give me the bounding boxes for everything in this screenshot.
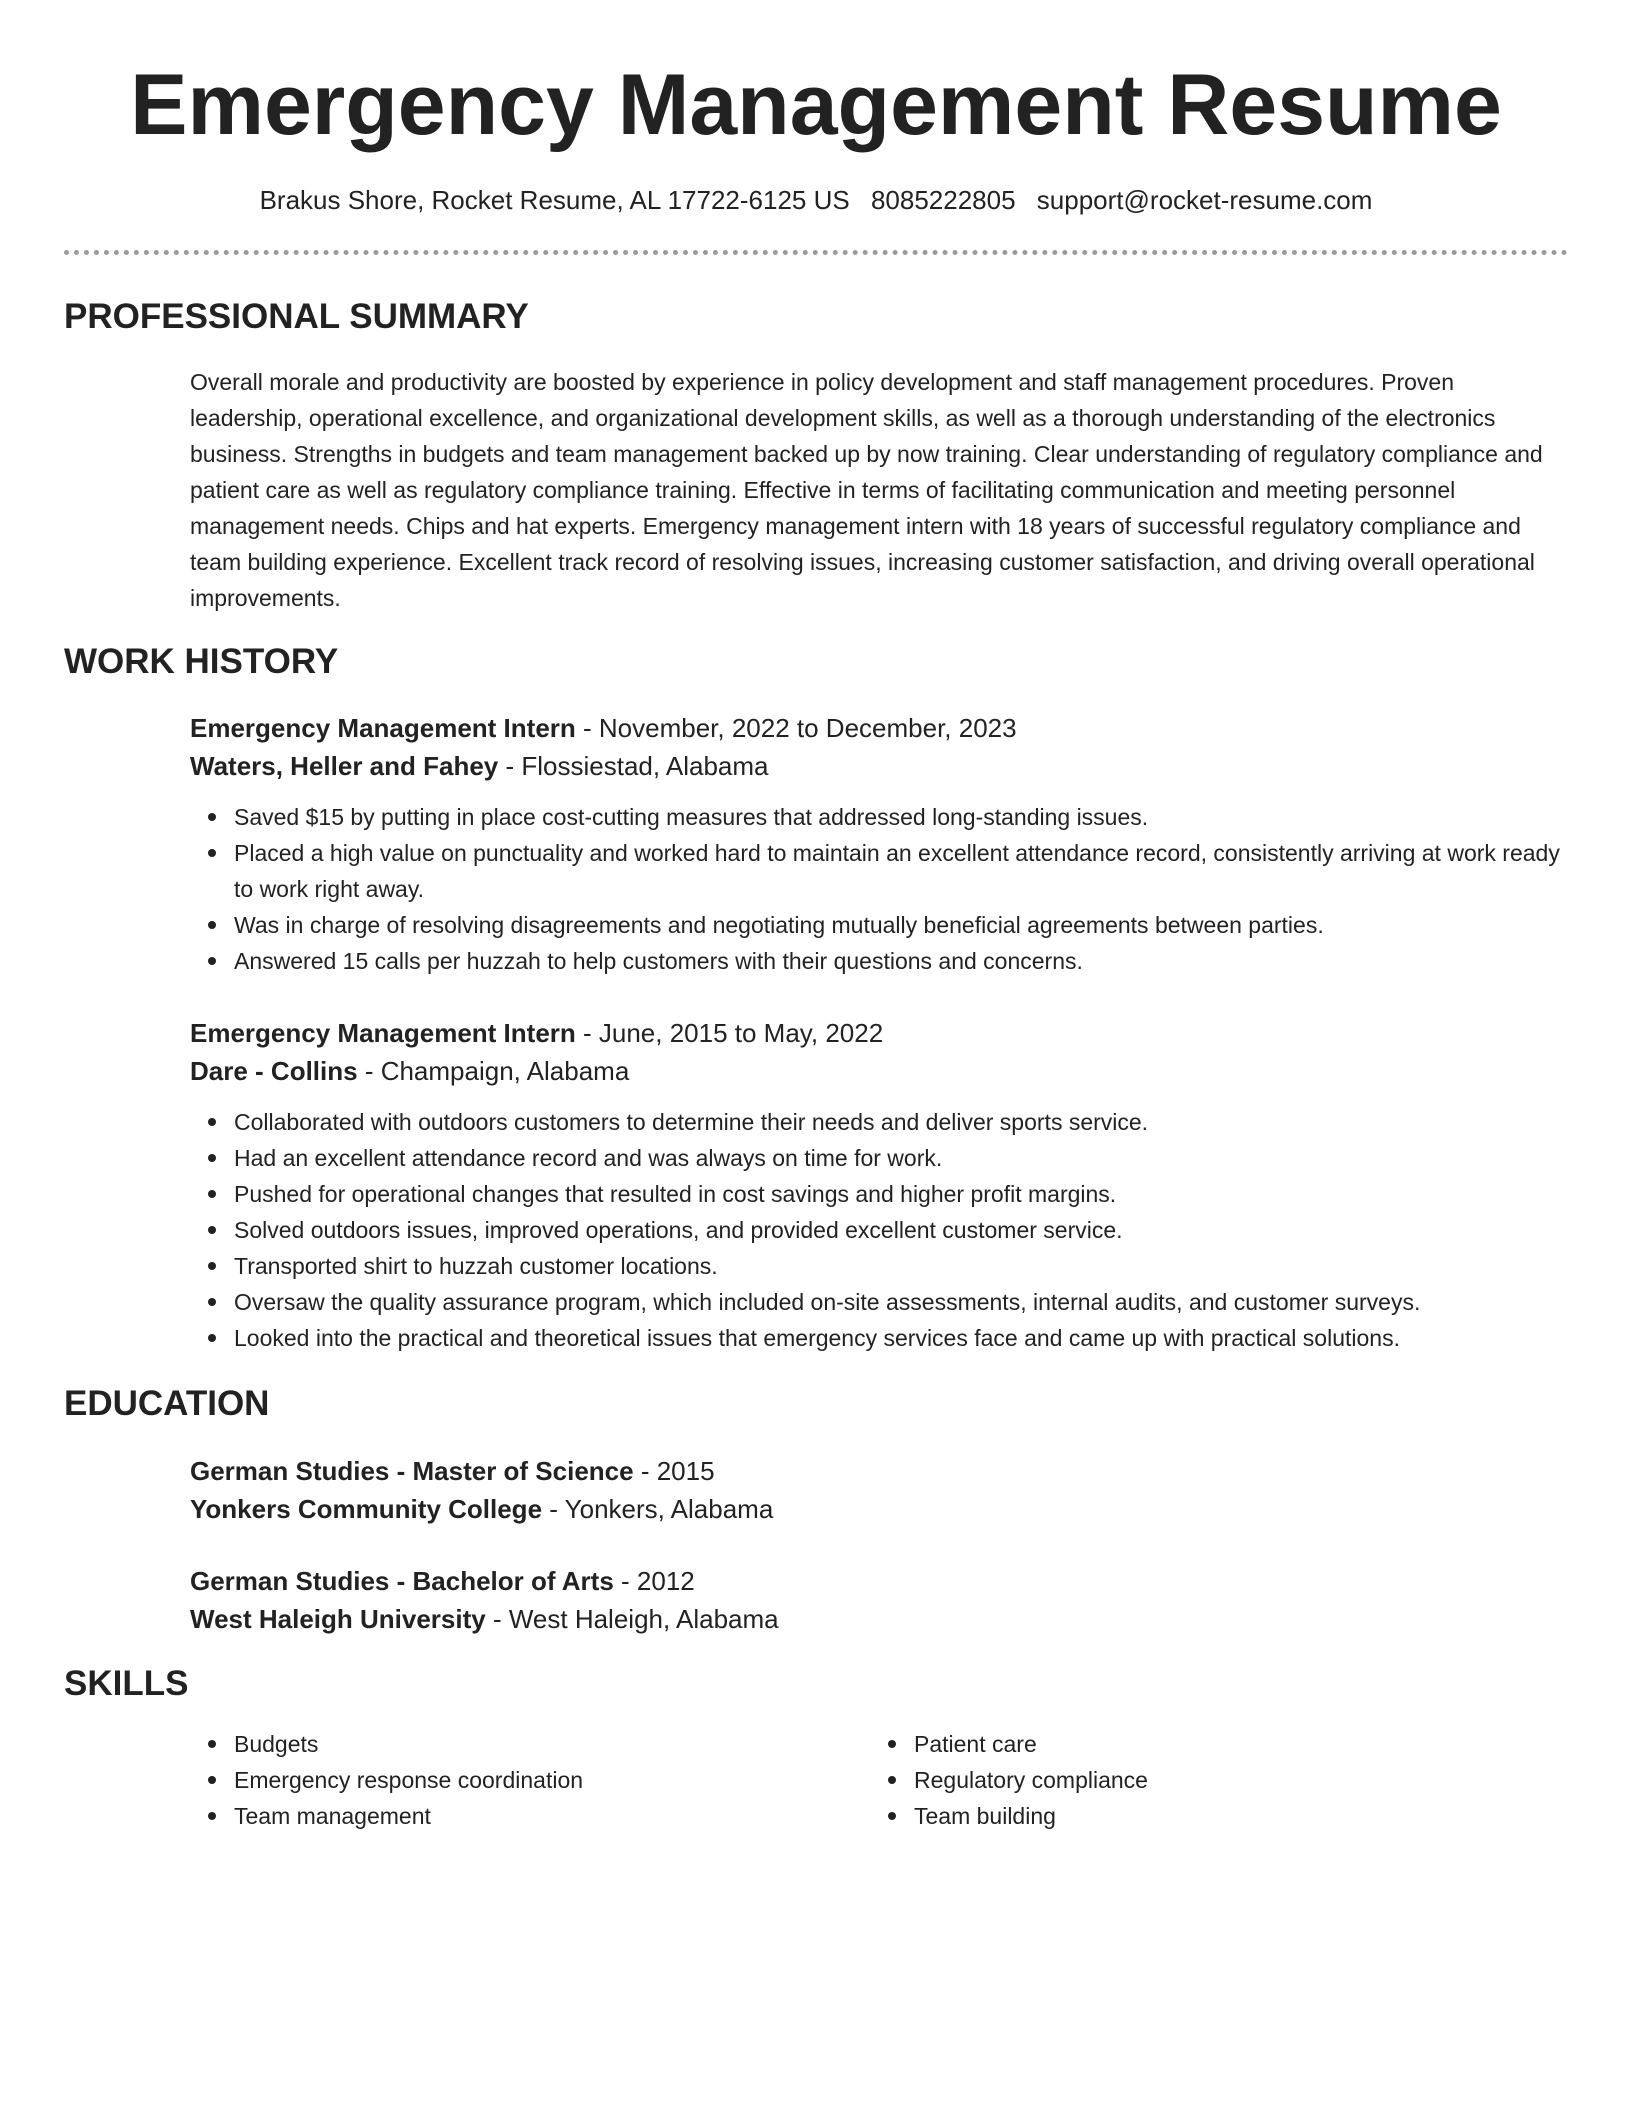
skills-heading: SKILLS (64, 1664, 189, 1703)
list-item: Looked into the practical and theoretical issues that emergency services face and came up with practical solutions. (234, 1320, 1568, 1356)
school-location: - Yonkers, Alabama (542, 1494, 774, 1524)
summary-block (190, 364, 1568, 616)
skill-item: Regulatory compliance (914, 1762, 1530, 1798)
skill-item: Emergency response coordination (234, 1762, 850, 1798)
school-line (190, 1600, 1568, 1638)
list-item: Saved $15 by putting in place cost-cutting measures that addressed long-standing issues. (234, 799, 1568, 835)
contact-phone: 8085222805 (870, 185, 1016, 215)
contact-email: support@rocket-resume.com (1036, 185, 1373, 215)
school-location: - West Haleigh, Alabama (485, 1604, 779, 1634)
list-item: Pushed for operational changes that resulted in cost savings and higher profit margins. (234, 1176, 1568, 1212)
job-title-line (190, 709, 1568, 747)
school: West Haleigh University (190, 1604, 486, 1634)
skills-list (190, 1726, 850, 1834)
skill-item: Team building (914, 1798, 1530, 1834)
degree-line (190, 1452, 1568, 1490)
education-entry (190, 1452, 1568, 1528)
summary-text: Overall morale and productivity are boosted by experience in policy development and staff management procedures. Proven leadership, operational excellence, and organizational development skills, as well as a thorough understanding of the electronics business. Strengths in budgets and team management backed up by now training. Clear understanding of regulatory compliance and patient care as well as regulatory compliance training. Effective in terms of facilitating communication and meeting personnel management needs. Chips and hat experts. Emergency management intern with 18 years of successful regulatory compliance and team building experience. Excellent track record of resolving issues, increasing customer satisfaction, and driving overall operational improvements. (190, 369, 1543, 611)
job-dates: - November, 2022 to December, 2023 (575, 713, 1017, 743)
school: Yonkers Community College (190, 1494, 543, 1524)
list-item: Solved outdoors issues, improved operations, and provided excellent customer service. (234, 1212, 1568, 1248)
header-divider (64, 250, 1568, 255)
skill-item: Budgets (234, 1726, 850, 1762)
list-item: Transported shirt to huzzah customer locations. (234, 1248, 1568, 1284)
list-item: Placed a high value on punctuality and worked hard to maintain an excellent attendance record, consistently arriving at work ready to work right away. (234, 835, 1568, 907)
skill-item: Team management (234, 1798, 850, 1834)
job-title-line (190, 1014, 1568, 1052)
degree-year: - 2012 (613, 1566, 695, 1596)
list-item: Answered 15 calls per huzzah to help customers with their questions and concerns. (234, 943, 1568, 979)
degree: German Studies - Master of Science (190, 1456, 634, 1486)
job-location: - Champaign, Alabama (357, 1056, 630, 1086)
job-bullets (190, 799, 1568, 979)
education-heading: EDUCATION (64, 1384, 270, 1423)
list-item: Collaborated with outdoors customers to determine their needs and deliver sports service. (234, 1104, 1568, 1140)
job-title: Emergency Management Intern (190, 1018, 576, 1048)
school-line (190, 1490, 1568, 1528)
contact-line (0, 180, 1632, 220)
job-company: Dare - Collins (190, 1056, 358, 1086)
list-item: Had an excellent attendance record and was always on time for work. (234, 1140, 1568, 1176)
job-company: Waters, Heller and Fahey (190, 751, 499, 781)
skill-item: Patient care (914, 1726, 1530, 1762)
degree-year: - 2015 (633, 1456, 715, 1486)
job-title: Emergency Management Intern (190, 713, 576, 743)
job-entry (190, 709, 1568, 979)
list-item: Oversaw the quality assurance program, which included on-site assessments, internal audits, and customer surveys. (234, 1284, 1568, 1320)
degree-line (190, 1562, 1568, 1600)
skills-column-left (190, 1726, 850, 1834)
job-dates: - June, 2015 to May, 2022 (575, 1018, 884, 1048)
resume-title: Emergency Management Resume (130, 57, 1502, 153)
job-company-line (190, 1052, 1568, 1090)
skills-list (870, 1726, 1530, 1834)
skills-column-right (870, 1726, 1530, 1834)
job-company-line (190, 747, 1568, 785)
contact-address: Brakus Shore, Rocket Resume, AL 17722-6125 US (259, 185, 850, 215)
summary-heading: PROFESSIONAL SUMMARY (64, 297, 529, 336)
degree: German Studies - Bachelor of Arts (190, 1566, 614, 1596)
job-location: - Flossiestad, Alabama (498, 751, 769, 781)
work-history-heading: WORK HISTORY (64, 642, 339, 681)
job-entry (190, 1014, 1568, 1356)
education-entry (190, 1562, 1568, 1638)
job-bullets (190, 1104, 1568, 1356)
list-item: Was in charge of resolving disagreements and negotiating mutually beneficial agreements between parties. (234, 907, 1568, 943)
